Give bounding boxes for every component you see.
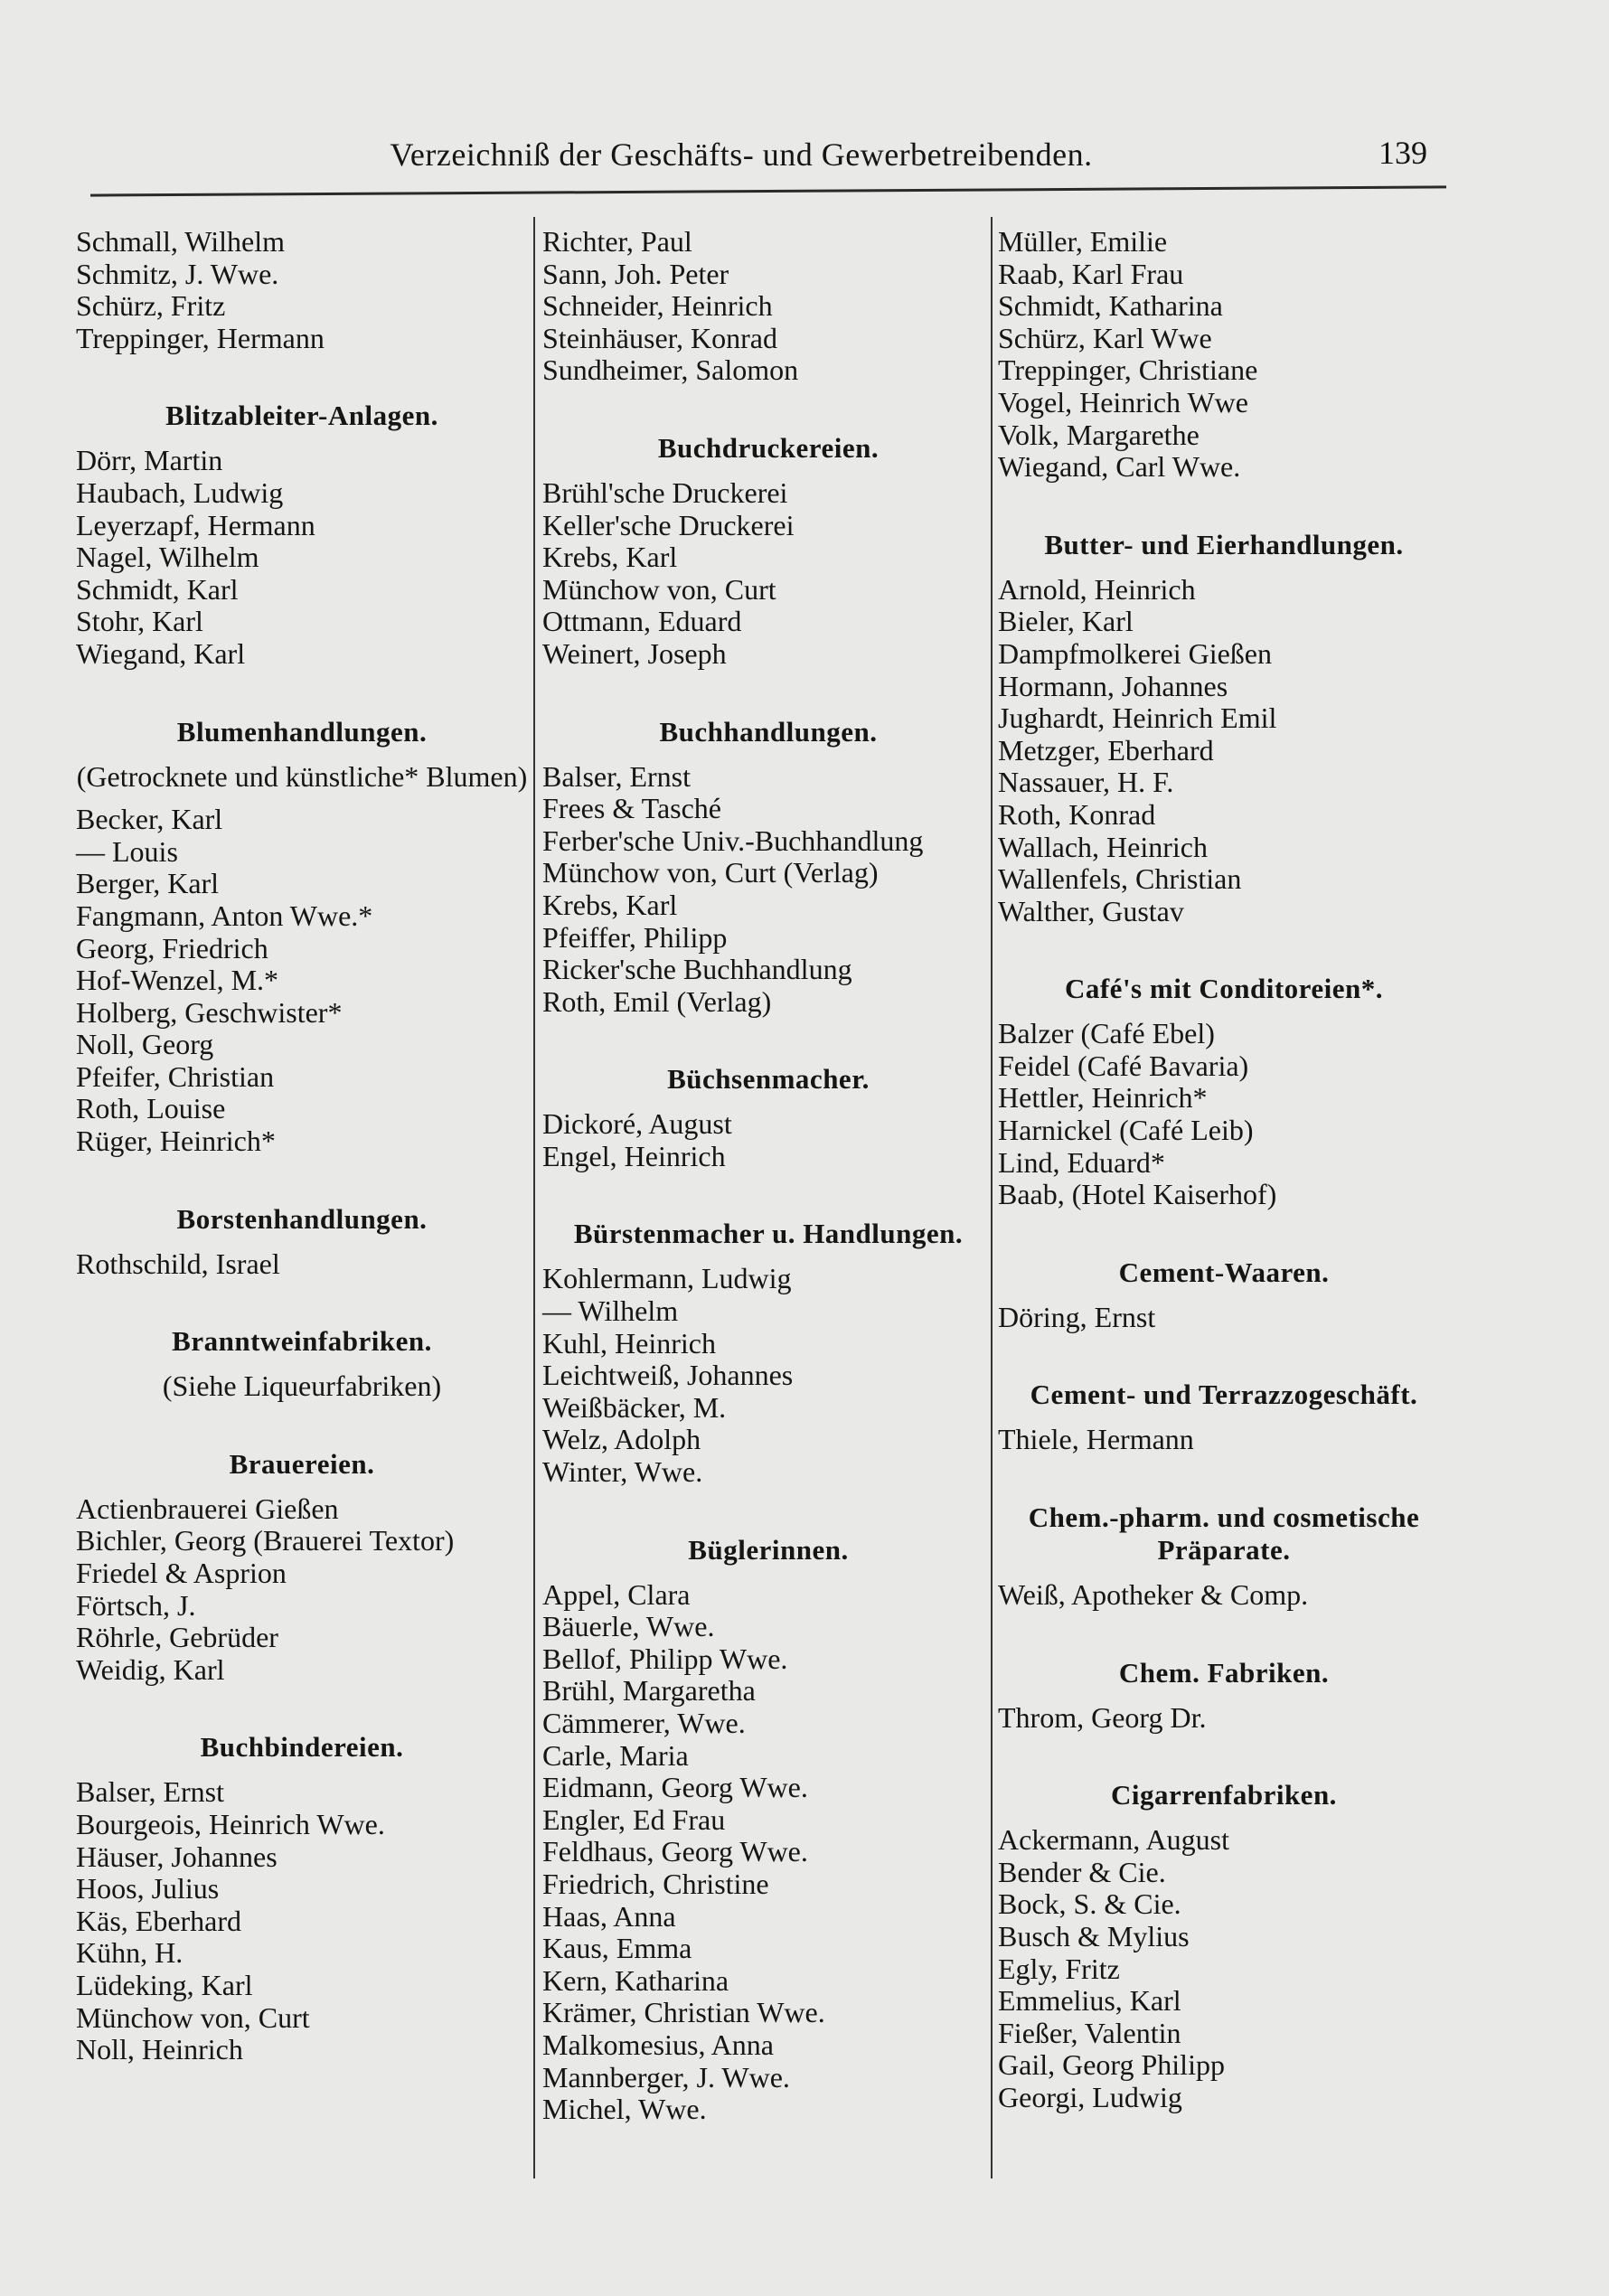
directory-entry: Bäuerle, Wwe. <box>542 1610 715 1643</box>
directory-entry: Dickoré, August <box>542 1107 732 1141</box>
directory-entry: Schmitz, J. Wwe. <box>76 257 279 290</box>
directory-entry: Kern, Katharina <box>542 1963 729 1997</box>
directory-entry: Nassauer, H. F. <box>998 766 1174 799</box>
directory-section <box>542 1063 994 1172</box>
directory-section <box>998 1379 1450 1456</box>
directory-entry: Wiegand, Karl <box>76 636 246 670</box>
directory-entry: Bichler, Georg (Brauerei Textor) <box>76 1524 455 1557</box>
section-heading: Cigarrenfabriken. <box>1111 1779 1337 1811</box>
directory-entry: Balser, Ernst <box>76 1775 225 1809</box>
section-heading: Brauereien. <box>229 1447 375 1480</box>
directory-entry: Döring, Ernst <box>998 1300 1156 1333</box>
directory-entry: Rothschild, Israel <box>76 1247 280 1280</box>
directory-entry: Carle, Maria <box>542 1738 689 1772</box>
directory-entry: Frees & Tasché <box>542 792 721 825</box>
directory-entry: Metzger, Eberhard <box>998 733 1214 767</box>
directory-section <box>76 716 528 1158</box>
section-heading: Borstenhandlungen. <box>176 1202 428 1235</box>
directory-entry: Walther, Gustav <box>998 894 1184 927</box>
directory-entry: Treppinger, Hermann <box>76 321 325 354</box>
directory-entry: Friedrich, Christine <box>542 1867 769 1900</box>
directory-entry: Förtsch, J. <box>76 1588 196 1622</box>
directory-entry: Ottmann, Eduard <box>542 605 742 638</box>
directory-section <box>76 1448 528 1687</box>
section-heading: Büglerinnen. <box>688 1533 849 1566</box>
directory-entry: Winter, Wwe. <box>542 1455 703 1489</box>
directory-entry: Schürz, Fritz <box>76 289 226 323</box>
directory-entry: Fangmann, Anton Wwe.* <box>76 899 373 932</box>
directory-entry: Holberg, Geschwister* <box>76 995 343 1029</box>
directory-section <box>998 529 1450 928</box>
directory-entry: Balzer (Café Ebel) <box>998 1017 1215 1050</box>
directory-entry: Hettler, Heinrich* <box>998 1081 1208 1115</box>
directory-entry: Dörr, Martin <box>76 444 223 477</box>
directory-entry: Noll, Heinrich <box>76 2033 243 2066</box>
directory-entry: Haas, Anna <box>542 1899 676 1933</box>
directory-entry: Weißbäcker, M. <box>542 1390 727 1424</box>
directory-entry: Georg, Friedrich <box>76 931 268 965</box>
directory-entry: Krebs, Karl <box>542 888 678 921</box>
directory-entry: Ackermann, August <box>998 1823 1229 1857</box>
section-heading: Chem.-pharm. und cosmetische Präparate. <box>1028 1501 1420 1567</box>
directory-entry: Kuhl, Heinrich <box>542 1326 716 1360</box>
section-heading: Café's mit Conditoreien*. <box>1064 973 1384 1005</box>
directory-entry: Actienbrauerei Gießen <box>76 1491 339 1525</box>
section-heading: Cement- und Terrazzogeschäft. <box>1030 1379 1418 1411</box>
directory-entry: Krämer, Christian Wwe. <box>542 1996 825 2029</box>
directory-section <box>998 973 1450 1211</box>
directory-entry: Richter, Paul <box>542 225 692 258</box>
directory-entry: Throm, Georg Dr. <box>998 1700 1207 1734</box>
directory-section <box>542 432 994 671</box>
directory-entry: Appel, Clara <box>542 1577 691 1611</box>
directory-entry: Brühl, Margaretha <box>542 1674 756 1708</box>
page-number: 139 <box>1378 135 1427 171</box>
directory-entry: Engler, Ed Frau <box>542 1802 726 1836</box>
directory-entry: Schneider, Heinrich <box>542 289 773 323</box>
directory-entry: Kohlermann, Ludwig <box>542 1262 792 1295</box>
directory-entry: Steinhäuser, Konrad <box>542 321 777 354</box>
directory-entry: Cämmerer, Wwe. <box>542 1707 746 1739</box>
directory-entry: Jughardt, Heinrich Emil <box>998 701 1277 735</box>
directory-entry: Becker, Karl <box>76 803 223 836</box>
directory-entry: Krebs, Karl <box>542 541 678 574</box>
directory-entry: Engel, Heinrich <box>542 1139 726 1172</box>
directory-entry: Vogel, Heinrich Wwe <box>998 385 1248 419</box>
directory-entry: Münchow von, Curt <box>542 572 776 606</box>
section-heading: Chem. Fabriken. <box>1118 1656 1330 1689</box>
directory-entry: Baab, (Hotel Kaiserhof) <box>998 1178 1277 1211</box>
directory-section <box>76 1325 528 1403</box>
directory-entry: Brühl'sche Druckerei <box>542 475 788 509</box>
directory-entry: Käs, Eberhard <box>76 1904 242 1937</box>
directory-entry: Weinert, Joseph <box>542 636 727 670</box>
directory-entry: Stohr, Karl <box>76 605 203 638</box>
directory-entry: Emmelius, Karl <box>998 1984 1181 2018</box>
directory-entry: Bellof, Philipp Wwe. <box>542 1642 788 1675</box>
directory-entry: Roth, Konrad <box>998 797 1156 831</box>
directory-entry: Wallach, Heinrich <box>998 830 1208 863</box>
directory-entry: Bender & Cie. <box>998 1855 1166 1888</box>
directory-section <box>998 1657 1450 1735</box>
section-heading: Blitzableiter-Anlagen. <box>165 400 438 432</box>
section-heading: Branntweinfabriken. <box>172 1325 432 1358</box>
running-header-title: Verzeichniß der Geschäfts- und Gewerbetreibenden. <box>390 136 1093 173</box>
directory-entry: Haubach, Ludwig <box>76 475 284 509</box>
directory-entry: Bourgeois, Heinrich Wwe. <box>76 1808 385 1840</box>
directory-entry: Wallenfels, Christian <box>998 862 1242 896</box>
directory-entry: Bieler, Karl <box>998 605 1134 638</box>
directory-entry: Müller, Emilie <box>998 225 1168 258</box>
section-heading: Cement-Waaren. <box>1118 1256 1330 1288</box>
directory-section <box>76 1203 528 1281</box>
directory-entry: Kaus, Emma <box>542 1932 692 1965</box>
section-heading: Büchsenmacher. <box>667 1063 870 1096</box>
directory-entry: Leyerzapf, Hermann <box>76 508 315 541</box>
directory-entry: Arnold, Heinrich <box>998 572 1196 606</box>
directory-entry: Egly, Fritz <box>998 1952 1120 1985</box>
directory-entry: Schmidt, Karl <box>76 572 239 606</box>
section-heading: Butter- und Eierhandlungen. <box>1044 528 1404 560</box>
directory-entry: Thiele, Hermann <box>998 1423 1194 1456</box>
directory-entry: Raab, Karl Frau <box>998 257 1184 290</box>
directory-entry: Roth, Louise <box>76 1092 226 1125</box>
directory-entry: Weiß, Apotheker & Comp. <box>998 1578 1309 1612</box>
directory-entry: Weidig, Karl <box>76 1652 225 1686</box>
section-heading: Buchhandlungen. <box>659 715 878 748</box>
directory-entry: Wiegand, Carl Wwe. <box>998 450 1241 484</box>
directory-entry: Volk, Margarethe <box>998 418 1200 451</box>
directory-entry: Georgi, Ludwig <box>998 2080 1182 2113</box>
directory-entry: Rüger, Heinrich* <box>76 1124 276 1158</box>
directory-entry: Sundheimer, Salomon <box>542 353 799 387</box>
header-rule <box>90 185 1446 196</box>
section-heading: Buchdruckereien. <box>657 431 880 464</box>
directory-entry: Busch & Mylius <box>998 1920 1190 1953</box>
directory-entry: Treppinger, Christiane <box>998 353 1258 387</box>
directory-section <box>998 1501 1450 1612</box>
directory-entry: Röhrle, Gebrüder <box>76 1621 278 1654</box>
directory-section <box>542 1534 994 2126</box>
directory-section <box>542 716 994 1019</box>
section-note: (Siehe Liqueurfabriken) <box>162 1369 442 1403</box>
directory-entry: Ferber'sche Univ.-Buchhandlung <box>542 823 924 857</box>
directory-entry: Keller'sche Druckerei <box>542 508 795 541</box>
directory-entry: Häuser, Johannes <box>76 1840 278 1873</box>
section-heading: Buchbindereien. <box>200 1731 404 1764</box>
directory-entry: Sann, Joh. Peter <box>542 257 729 290</box>
directory-entry: — Wilhelm <box>542 1294 679 1328</box>
directory-entry: Feidel (Café Bavaria) <box>998 1049 1249 1082</box>
directory-entry: Hof-Wenzel, M.* <box>76 964 279 997</box>
column-2 <box>542 226 994 2126</box>
directory-section <box>76 226 528 354</box>
directory-entry: Nagel, Wilhelm <box>76 541 259 574</box>
directory-entry: Eidmann, Georg Wwe. <box>542 1771 808 1804</box>
directory-entry: Balser, Ernst <box>542 759 692 793</box>
directory-entry: Friedel & Asprion <box>76 1557 287 1590</box>
column-1 <box>76 226 528 2066</box>
directory-entry: Mannberger, J. Wwe. <box>542 2060 790 2094</box>
directory-entry: Leichtweiß, Johannes <box>542 1359 794 1392</box>
directory-entry: Fießer, Valentin <box>998 2016 1181 2049</box>
directory-entry: Pfeifer, Christian <box>76 1059 275 1093</box>
directory-entry: Hoos, Julius <box>76 1872 220 1905</box>
directory-section <box>542 1218 994 1488</box>
directory-entry: Schmall, Wilhelm <box>76 225 285 258</box>
section-note: (Getrocknete und künstliche* Blumen) <box>76 759 528 793</box>
directory-entry: — Louis <box>76 834 178 868</box>
directory-entry: Bock, S. & Cie. <box>998 1887 1181 1921</box>
directory-entry: Hormann, Johannes <box>998 669 1228 702</box>
section-heading: Blumenhandlungen. <box>176 715 428 748</box>
directory-section <box>542 226 994 387</box>
directory-entry: Münchow von, Curt (Verlag) <box>542 856 879 889</box>
directory-section <box>998 226 1450 484</box>
section-heading: Bürstenmacher u. Handlungen. <box>573 1218 964 1250</box>
column-3 <box>998 226 1450 2114</box>
directory-section <box>998 1256 1450 1334</box>
directory-entry: Ricker'sche Buchhandlung <box>542 953 852 986</box>
directory-entry: Michel, Wwe. <box>542 2093 707 2126</box>
directory-section <box>76 1731 528 2065</box>
directory-entry: Lind, Eduard* <box>998 1145 1165 1179</box>
directory-entry: Schürz, Karl Wwe <box>998 321 1212 354</box>
directory-entry: Harnickel (Café Leib) <box>998 1114 1254 1147</box>
directory-entry: Pfeiffer, Philipp <box>542 920 728 954</box>
directory-entry: Schmidt, Katharina <box>998 289 1223 323</box>
directory-entry: Kühn, H. <box>76 1936 183 1970</box>
directory-entry: Dampfmolkerei Gießen <box>998 636 1272 670</box>
directory-entry: Noll, Georg <box>76 1028 214 1061</box>
directory-entry: Welz, Adolph <box>542 1423 701 1456</box>
directory-entry: Lüdeking, Karl <box>76 1968 253 2001</box>
directory-section <box>76 400 528 670</box>
column-divider <box>533 217 535 2178</box>
directory-entry: Feldhaus, Georg Wwe. <box>542 1835 808 1868</box>
directory-section <box>998 1779 1450 2113</box>
directory-entry: Gail, Georg Philipp <box>998 2048 1225 2082</box>
directory-entry: Berger, Karl <box>76 867 220 900</box>
directory-entry: Malkomesius, Anna <box>542 2028 774 2061</box>
directory-entry: Roth, Emil (Verlag) <box>542 984 772 1018</box>
directory-entry: Münchow von, Curt <box>76 2000 310 2034</box>
